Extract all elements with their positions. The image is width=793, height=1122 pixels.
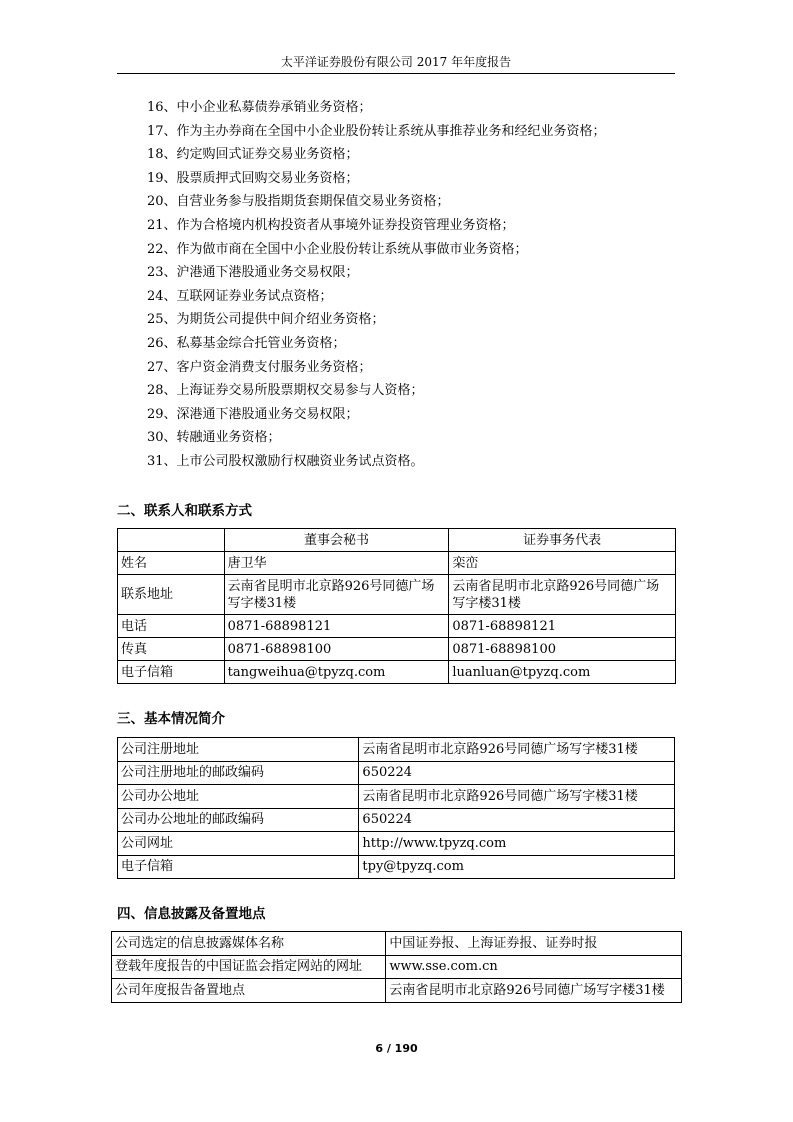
basic-info-table	[117, 737, 675, 879]
list-item-number: 26、	[147, 335, 177, 351]
list-item-text: 自营业务参与股指期货套期保值交易业务资格；	[176, 194, 450, 210]
list-item-text: 上海证券交易所股票期权交易参与人资格；	[176, 383, 424, 399]
table-row	[112, 932, 682, 956]
table-cell: 云南省昆明市北京路926号同德广场写字楼31楼	[359, 738, 675, 762]
list-item	[147, 96, 606, 120]
list-item-text: 互联网证券业务试点资格；	[176, 288, 333, 304]
table-cell: 云南省昆明市北京路926号同德广场写字楼31楼	[224, 575, 449, 615]
contacts-table	[117, 528, 676, 684]
table-cell: 电子信箱	[118, 855, 359, 879]
list-item-text: 约定购回式证券交易业务资格；	[176, 147, 359, 163]
table-cell: 0871-68898100	[224, 638, 449, 661]
list-item-number: 21、	[147, 217, 177, 233]
table-cell: 公司办公地址	[118, 785, 359, 809]
table-row	[118, 785, 675, 809]
list-item	[147, 285, 606, 309]
table-cell: 650224	[359, 761, 675, 785]
list-item-number: 17、	[147, 123, 177, 139]
table-header-cell	[118, 529, 225, 552]
basic-info-section-title: 三、基本情况简介	[117, 711, 225, 727]
list-item	[147, 379, 606, 403]
table-row	[118, 808, 675, 832]
table-cell: 公司网址	[118, 832, 359, 856]
list-item-text: 作为合格境内机构投资者从事境外证券投资管理业务资格；	[176, 217, 515, 233]
list-item-text: 为期货公司提供中间介绍业务资格；	[176, 312, 385, 328]
table-cell: 公司注册地址的邮政编码	[118, 761, 359, 785]
table-cell: 公司年度报告备置地点	[112, 979, 386, 1003]
list-item	[147, 426, 606, 450]
list-item-number: 27、	[147, 359, 177, 375]
table-cell: 云南省昆明市北京路926号同德广场写字楼31楼	[449, 575, 676, 615]
table-cell: http://www.tpyzq.com	[359, 832, 675, 856]
page-number: 6 / 190	[375, 1042, 418, 1055]
list-item	[147, 190, 606, 214]
list-item-text: 作为做市商在全国中小企业股份转让系统从事做市业务资格；	[176, 241, 528, 257]
table-cell: 栾峦	[449, 552, 676, 575]
list-item-text: 客户资金消费支付服务业务资格；	[176, 359, 372, 375]
list-item	[147, 120, 606, 144]
list-item-number: 23、	[147, 265, 177, 281]
table-row	[118, 552, 676, 575]
table-row	[118, 638, 676, 661]
list-item-number: 20、	[147, 194, 177, 210]
table-row	[118, 661, 676, 684]
list-item-number: 31、	[147, 453, 177, 469]
list-item	[147, 167, 606, 191]
list-item-text: 股票质押式回购交易业务资格；	[176, 170, 359, 186]
list-item-text: 转融通业务资格；	[176, 430, 281, 446]
list-item-number: 24、	[147, 288, 177, 304]
table-row	[118, 615, 676, 638]
disclosure-table	[111, 931, 682, 1003]
list-item	[147, 214, 606, 238]
table-cell: 0871-68898121	[449, 615, 676, 638]
list-item	[147, 143, 606, 167]
table-cell: 姓名	[118, 552, 225, 575]
list-item	[147, 261, 606, 285]
list-item-text: 私募基金综合托管业务资格；	[176, 335, 346, 351]
table-row	[118, 761, 675, 785]
table-cell: 云南省昆明市北京路926号同德广场写字楼31楼	[386, 979, 682, 1003]
table-cell: 0871-68898100	[449, 638, 676, 661]
list-item-number: 29、	[147, 406, 177, 422]
table-cell: 联系地址	[118, 575, 225, 615]
table-cell: 中国证券报、上海证券报、证券时报	[386, 932, 682, 956]
header-divider	[117, 73, 675, 74]
table-cell: 电子信箱	[118, 661, 225, 684]
qualification-list	[147, 96, 606, 474]
table-cell: 传真	[118, 638, 225, 661]
table-cell: 登载年度报告的中国证监会指定网站的网址	[112, 955, 386, 979]
list-item-number: 25、	[147, 312, 177, 328]
list-item-text: 深港通下港股通业务交易权限；	[176, 406, 359, 422]
list-item	[147, 308, 606, 332]
list-item-text: 上市公司股权激励行权融资业务试点资格。	[176, 453, 424, 469]
list-item	[147, 450, 606, 474]
table-cell: 公司注册地址	[118, 738, 359, 762]
list-item-number: 19、	[147, 170, 177, 186]
table-row	[118, 575, 676, 615]
table-row	[112, 979, 682, 1003]
list-item	[147, 403, 606, 427]
table-cell: www.sse.com.cn	[386, 955, 682, 979]
list-item-number: 22、	[147, 241, 177, 257]
table-header-row	[118, 529, 676, 552]
table-cell: 公司办公地址的邮政编码	[118, 808, 359, 832]
list-item-text: 作为主办券商在全国中小企业股份转让系统从事推荐业务和经纪业务资格；	[176, 123, 606, 139]
table-row	[112, 955, 682, 979]
table-cell: luanluan@tpyzq.com	[449, 661, 676, 684]
list-item	[147, 356, 606, 380]
list-item-number: 28、	[147, 383, 177, 399]
table-cell: 唐卫华	[224, 552, 449, 575]
table-row	[118, 738, 675, 762]
report-header: 太平洋证券股份有限公司 2017 年年度报告	[280, 55, 512, 69]
table-cell: 650224	[359, 808, 675, 832]
list-item-text: 中小企业私募债券承销业务资格；	[176, 100, 372, 115]
table-row	[118, 832, 675, 856]
table-cell: tpy@tpyzq.com	[359, 855, 675, 879]
table-cell: 公司选定的信息披露媒体名称	[112, 932, 386, 956]
list-item-text: 沪港通下港股通业务交易权限；	[176, 265, 359, 281]
table-header-cell: 证券事务代表	[449, 529, 676, 552]
table-header-cell: 董事会秘书	[224, 529, 449, 552]
table-row	[118, 855, 675, 879]
table-cell: 电话	[118, 615, 225, 638]
list-item	[147, 332, 606, 356]
contacts-section-title: 二、联系人和联系方式	[117, 503, 252, 519]
table-cell: 云南省昆明市北京路926号同德广场写字楼31楼	[359, 785, 675, 809]
list-item-number: 30、	[147, 430, 177, 446]
list-item	[147, 238, 606, 262]
table-cell: 0871-68898121	[224, 615, 449, 638]
table-cell: tangweihua@tpyzq.com	[224, 661, 449, 684]
list-item-number: 18、	[147, 147, 177, 163]
list-item-number: 16、	[147, 100, 177, 115]
disclosure-section-title: 四、信息披露及备置地点	[117, 906, 266, 922]
